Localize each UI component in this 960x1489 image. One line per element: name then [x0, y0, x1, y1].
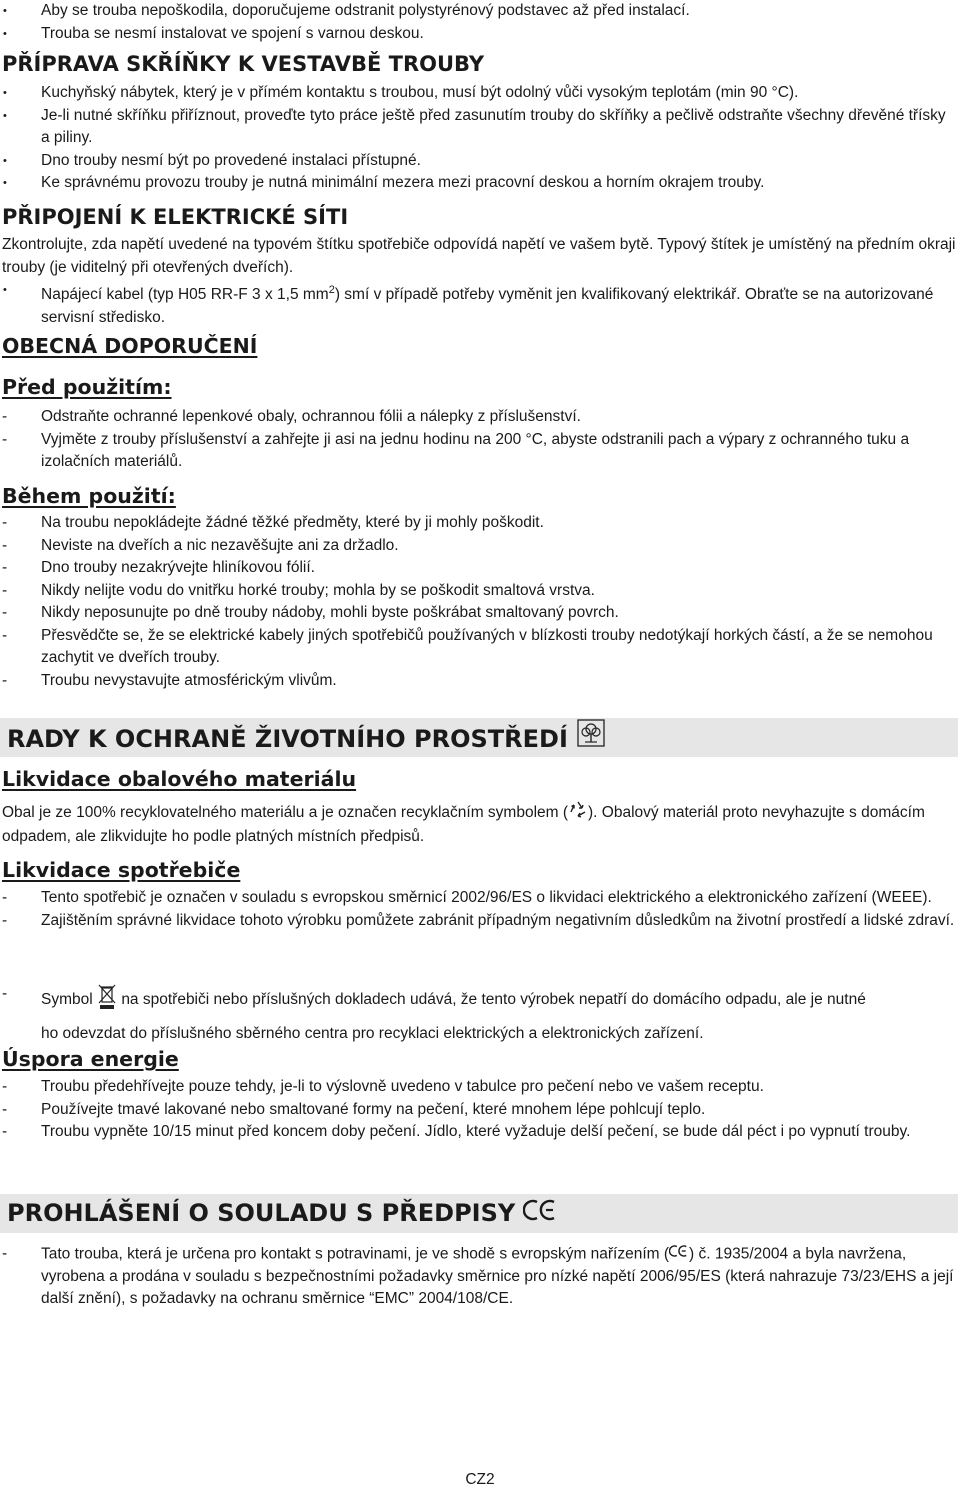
list-item: - Neviste na dveřích a nic nezavěšujte ani za držadlo. — [2, 536, 399, 554]
energy-saving-list — [0, 1076, 960, 1144]
section-heading-declaration: PROHLÁŠENÍ O SOULADU S PŘEDPISY — [7, 1199, 516, 1227]
electric-bullet-list — [0, 279, 960, 329]
list-item: - Symbol na spotřebiči nebo příslušných dokladech udává, že tento výrobek nepatří do domácího odpadu, ale je nutné — [0, 982, 960, 1018]
page-number: CZ2 — [465, 1471, 495, 1488]
eco-tree-icon — [576, 718, 606, 760]
list-item: - Zajištěním správné likvidace tohoto výrobku pomůžete zabránit případným negativním důsledkům na životní prostředí a lidské zdraví. — [2, 911, 955, 929]
list-item: - Vyjměte z trouby příslušenství a zahřejte ji asi na jednu hodinu na 200 °C, abyste odstranili pach a výpary z ochranného tuku a izolačních materiálů. — [2, 430, 910, 470]
list-item: • Ke správnému provozu trouby je nutná minimální mezera mezi pracovní deskou a horním okrajem trouby. — [3, 174, 765, 191]
subheading-energy: Úspora energie — [2, 1047, 179, 1071]
weee-symbol-item — [0, 982, 960, 1046]
subheading-during-use: Během použití: — [2, 484, 176, 508]
list-item: • Kuchyňský nábytek, který je v přímém kontaktu s troubou, musí být odolný vůči vysokým teplotám (min 90 °C). — [3, 84, 799, 101]
subheading-packaging: Likvidace obalového materiálu — [2, 767, 357, 791]
recycle-icon — [568, 800, 588, 826]
packaging-paragraph: Obal je ze 100% recyklovatelného materiálu a je označen recyklačním symbolem ( ). Obalový materiál proto nevyhazujte s domácím odpadem, ale zlikvidujte ho podle platných místních předpisů. — [0, 800, 960, 848]
list-item: - Na troubu nepokládejte žádné těžké předměty, které by ji mohly poškodit. — [2, 514, 544, 531]
list-item: - Troubu nevystavujte atmosférickým vlivům. — [2, 671, 337, 689]
list-item: - Používejte tmavé lakované nebo smaltované formy na pečení, které mnohem lépe pohlcují teplo. — [2, 1100, 706, 1118]
list-item: - Nikdy nelijte vodu do vnitřku horké trouby; mohla by se poškodit smaltová vrstva. — [2, 581, 595, 599]
declaration-heading-bar — [0, 1194, 958, 1233]
section-heading-general: OBECNÁ DOPORUČENÍ — [2, 334, 258, 358]
before-use-list — [0, 406, 960, 474]
electric-paragraph: Zkontrolujte, zda napětí uvedené na typovém štítku spotřebiče odpovídá napětí ve vašem bytě. Typový štítek je umístěný na předním okraji trouby (je viditelný při otevřených dveřích). — [2, 236, 956, 276]
cabinet-bullet-list — [0, 82, 960, 195]
section-heading-cabinet: PŘÍPRAVA SKŘÍŇKY K VESTAVBĚ TROUBY — [2, 52, 485, 76]
weee-bin-icon — [97, 982, 117, 1018]
subheading-before-use: Před použitím: — [2, 375, 172, 399]
section-heading-electric: PŘIPOJENÍ K ELEKTRICKÉ SÍTI — [2, 205, 349, 229]
list-item: - Troubu předehřívejte pouze tehdy, je-li to výslovně uvedeno v tabulce pro pečení nebo ve vašem receptu. — [2, 1078, 764, 1095]
appliance-disposal-list — [0, 887, 960, 932]
list-item-continuation: ho odevzdat do příslušného sběrného centra pro recyklaci elektrických a elektronických zařízení. — [41, 1025, 704, 1042]
list-item: - Nikdy neposunujte po dně trouby nádoby, mohli byste poškrábat smaltovaný povrch. — [2, 604, 619, 621]
environment-heading-bar — [0, 718, 958, 757]
list-item: • Je-li nutné skříňku přiříznout, proveďte tyto práce ještě před zasunutím trouby do skříňky a pečlivě odstraňte všechny dřevěné třísky a piliny. — [3, 106, 946, 146]
list-item: - Dno trouby nezakrývejte hliníkovou fólií. — [2, 559, 315, 576]
during-use-list — [0, 512, 960, 692]
list-item: • Trouba se nesmí instalovat ve spojení s varnou deskou. — [3, 24, 424, 42]
list-item: - Přesvědčte se, že se elektrické kabely jiných spotřebičů používaných v blízkosti trouby nedotýkají horkých částí, a že se nemohou zachytit ve dveřích trouby. — [2, 626, 933, 666]
list-item: - Tento spotřebič je označen v souladu s evropskou směrnicí 2002/96/ES o likvidaci elektrického a elektronického zařízení (WEEE). — [2, 889, 932, 906]
list-item: - Tato trouba, která je určena pro kontakt s potravinami, je ve shodě s evropským nařízením ( ) č. 1935/2004 a byla navržena, vyrobena a prodána v souladu s bezpečnostními požadavky směrnice pro nízké napětí 2006/95/ES (která nahrazuje 73/23/EHS a její další znění), s požadavky na ochranu směrnice “EMC” 2004/108/CE. — [2, 1245, 954, 1308]
list-item: • Dno trouby nesmí být po provedené instalaci přístupné. — [3, 151, 421, 169]
ce-mark-icon — [669, 1243, 689, 1266]
list-item: • Aby se trouba nepoškodila, doporučujeme odstranit polystyrénový podstavec až před instalací. — [3, 2, 690, 19]
list-item: - Troubu vypněte 10/15 minut před koncem doby pečení. Jídlo, které vyžaduje delší pečení, se bude dál péct i po vypnutí trouby. — [2, 1123, 911, 1140]
declaration-list — [0, 1243, 960, 1311]
section-heading-environment: RADY K OCHRANĚ ŽIVOTNÍHO PROSTŘEDÍ — [7, 724, 568, 753]
subheading-appliance: Likvidace spotřebiče — [2, 858, 241, 882]
ce-mark-icon — [523, 1194, 559, 1233]
top-bullet-list — [0, 0, 960, 45]
list-item: • Napájecí kabel (typ H05 RR-F 3 x 1,5 $mm^2$) smí v případě potřeby vyměnit jen kvalifikovaný elektrikář. Obraťte se na autorizované servisní středisko. — [3, 284, 934, 326]
list-item: - Odstraňte ochranné lepenkové obaly, ochrannou fólii a nálepky z příslušenství. — [2, 408, 581, 425]
